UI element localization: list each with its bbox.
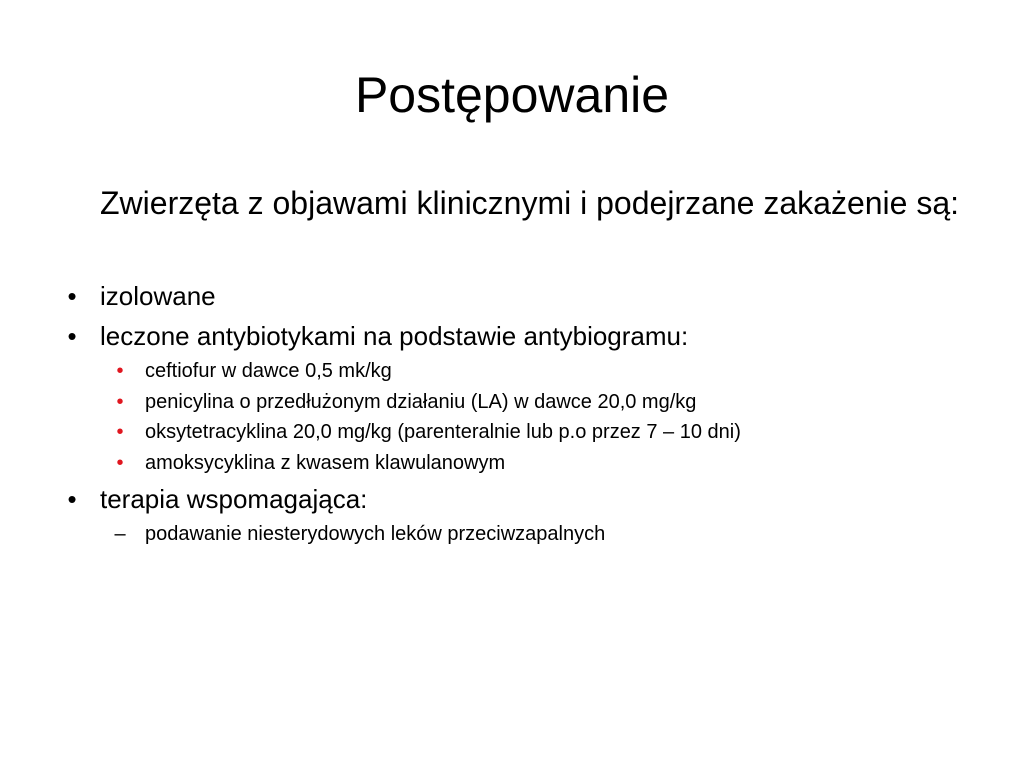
sub-bullet-text: ceftiofur w dawce 0,5 mk/kg — [145, 360, 392, 382]
intro-text: Zwierzęta z objawami klinicznymi i podejrzane zakażenie są: — [100, 185, 960, 221]
sub-bullet-marker: • — [116, 421, 124, 443]
sub-bullet-marker: • — [116, 391, 124, 413]
bullet-text: terapia wspomagająca: — [100, 484, 368, 514]
sub-bullet-marker: • — [116, 360, 124, 382]
sub-bullet-text: oksytetracyklina 20,0 mg/kg (parenteralnie lub p.o przez 7 – 10 dni) — [145, 421, 741, 443]
sub-bullet-marker: • — [116, 452, 124, 474]
sub-bullet-dash-marker: – — [114, 523, 126, 545]
slide-title: Postępowanie — [354, 67, 670, 123]
bullet-marker: • — [67, 484, 77, 514]
bullet-text: leczone antybiotykami na podstawie antybiogramu: — [100, 321, 689, 351]
bullet-marker: • — [67, 281, 77, 311]
bullet-text: izolowane — [100, 281, 216, 311]
sub-bullet-text: amoksycyklina z kwasem klawulanowym — [145, 452, 506, 474]
bullet-marker: • — [67, 321, 77, 351]
sub-bullet-text: podawanie niesterydowych leków przeciwzapalnych — [145, 523, 606, 545]
sub-bullet-text: penicylina o przedłużonym działaniu (LA) w dawce 20,0 mg/kg — [145, 391, 697, 413]
